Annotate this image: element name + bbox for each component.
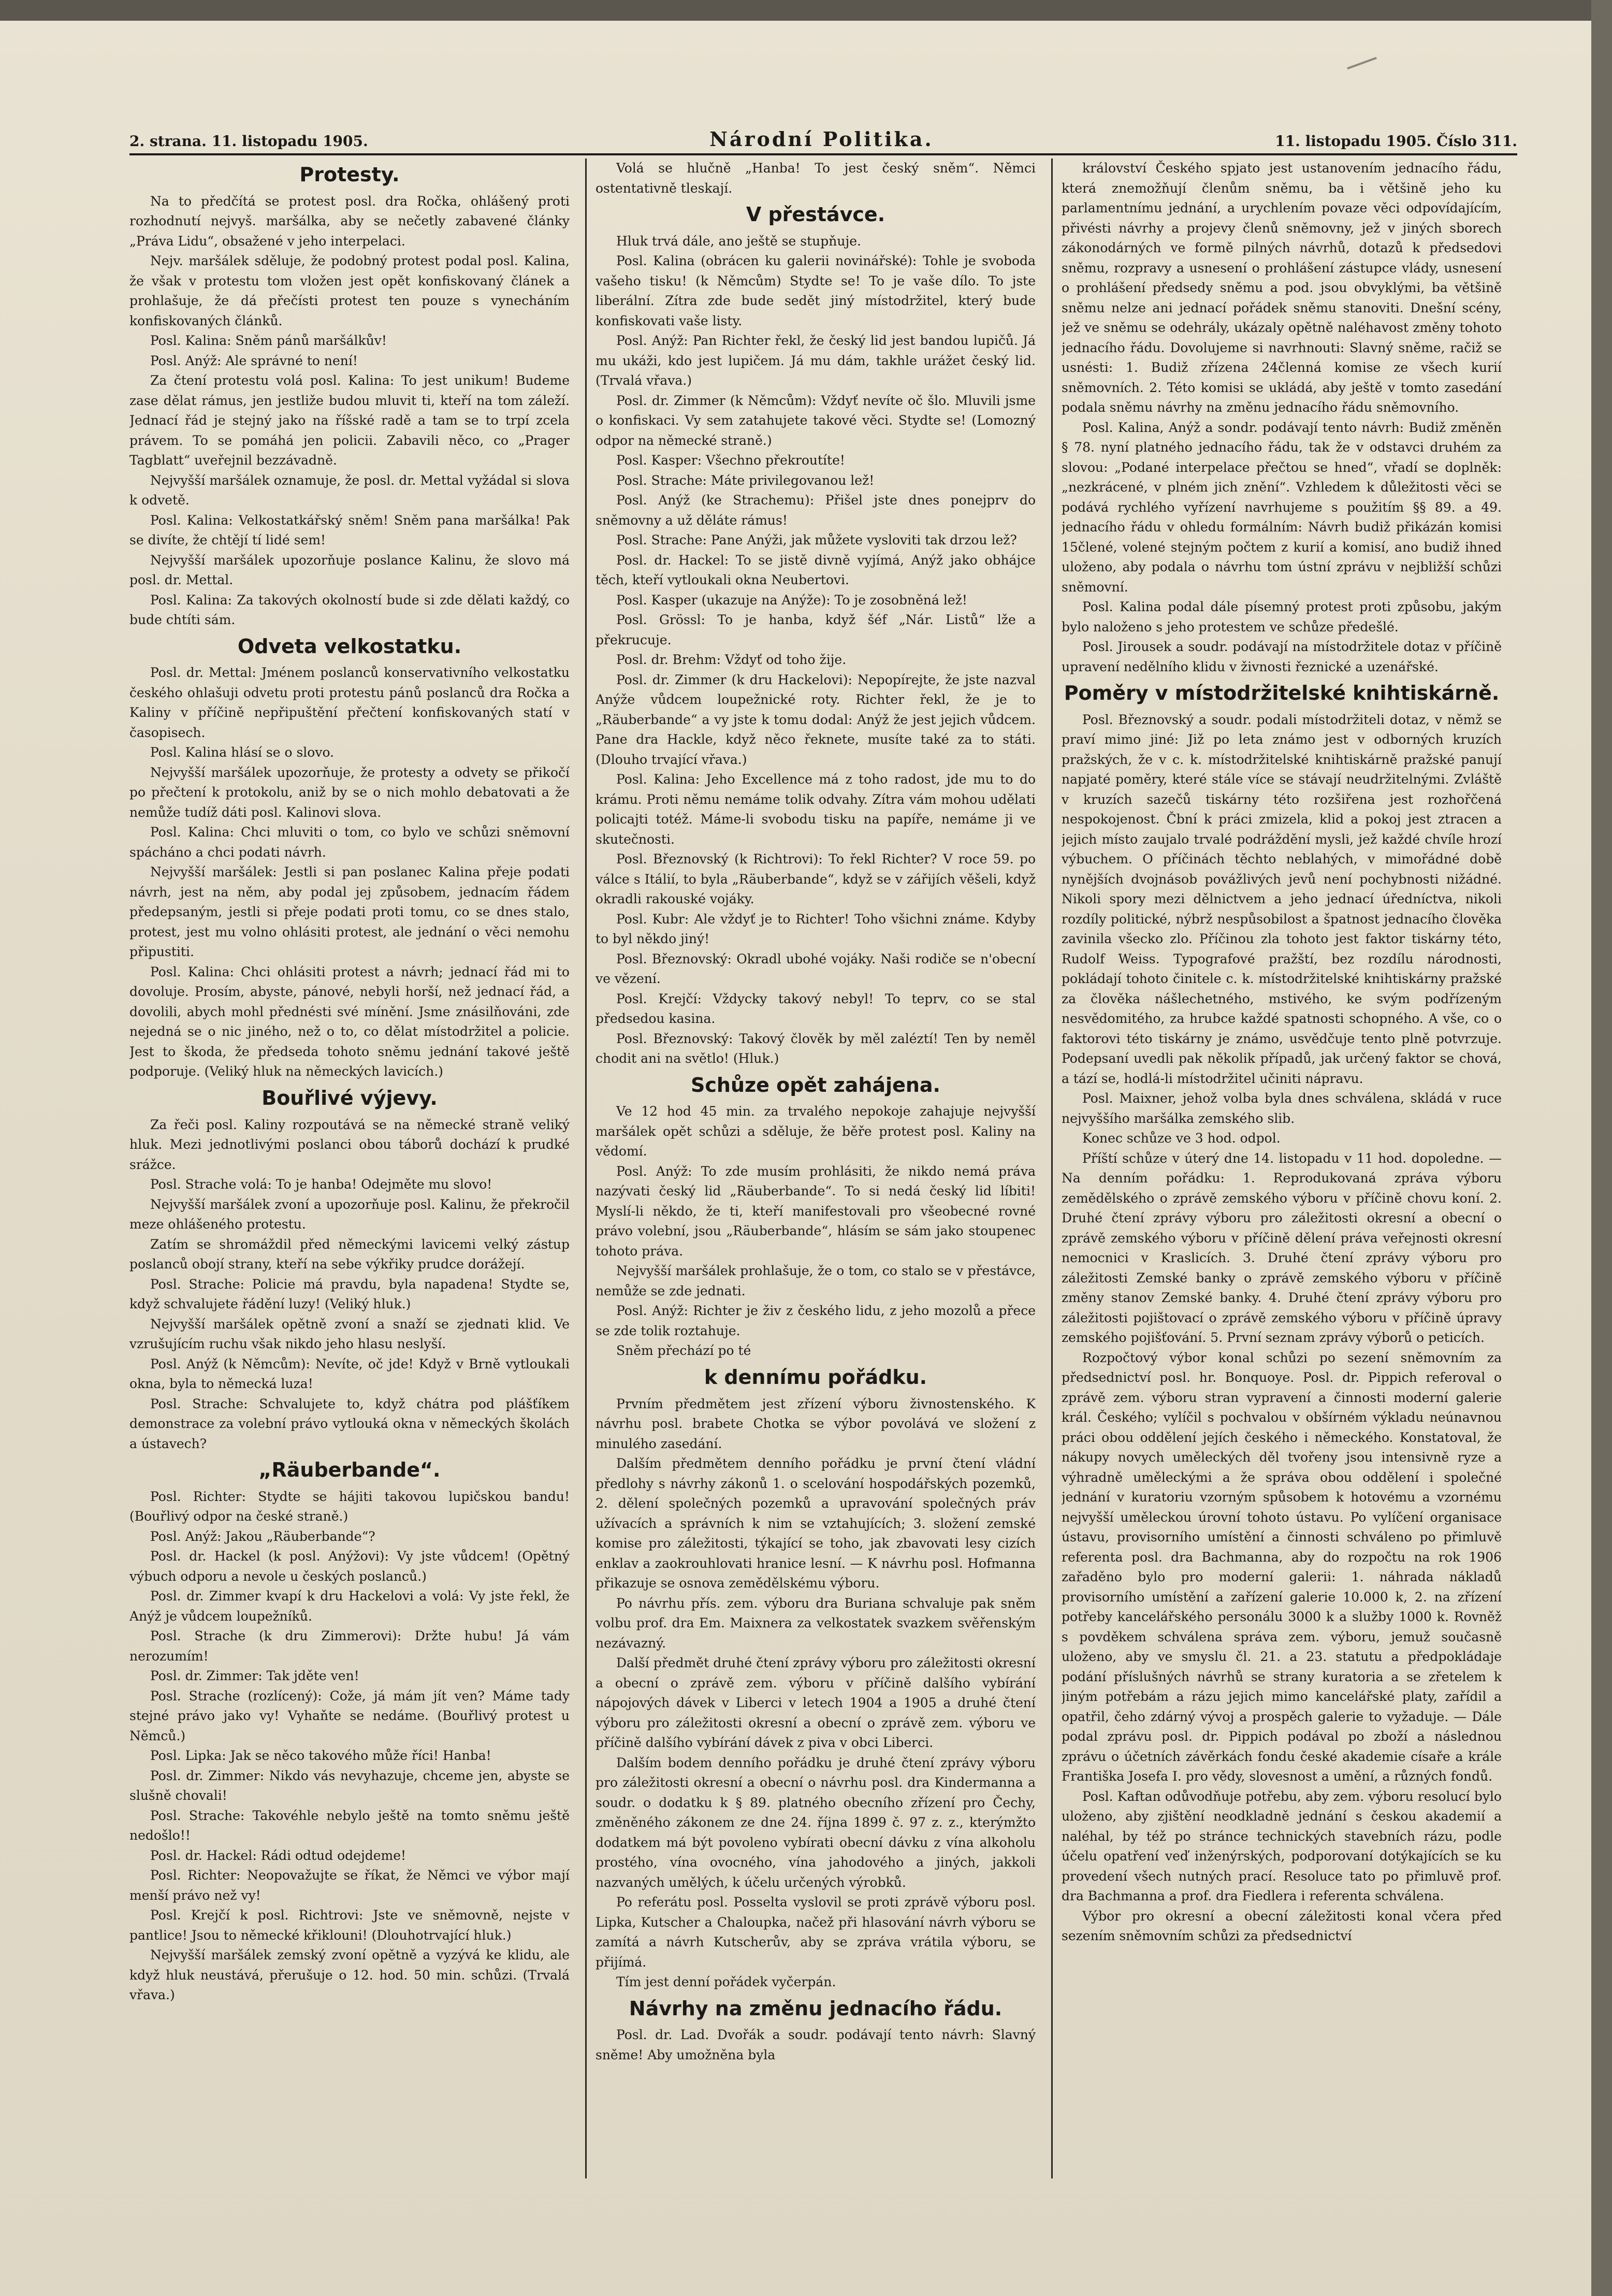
article-paragraph: Dalším předmětem denního pořádku je první čtení vládní předlohy s návrhy zákonů 1. o scelování hospodářských pozemků, 2. dělení společných pozemků a upravování společných práv užívacích a správních k nim se vztahujících; 3. složení zemské komise pro záležitosti, týkající se toho, jak zbavovati lesy cizích enklav a zaokrouhlovati hranice lesní. — K návrhu posl. Hofmanna přikazuje se osnova zemědělskému výboru. — [596, 1456, 1036, 1591]
article-paragraph: Po návrhu přís. zem. výboru dra Buriana schvaluje pak sněm volbu prof. dra Em. Maixnera za velkostatek svazkem svěřenským nezávazný. — [596, 1595, 1036, 1651]
masthead-title: Národní Politika. — [709, 127, 934, 151]
article-paragraph: Posl. Kasper (ukazuje na Anýže): To je zosobněná lež! — [616, 592, 967, 608]
section-heading: V přestávce. — [746, 203, 885, 226]
article-paragraph: Za čtení protestu volá posl. Kalina: To jest unikum! Budeme zase dělat rámus, jen jestliže budou mluvit ti, kteří na tom záleží. Jednací řád je stejný jako na říšské radě a tam se to trpí zcela právem. To se pomáhá jen policii. Zabavili něco, co „Prager Tagblatt“ uveřejnil bezzávadně. — [129, 373, 570, 468]
article-paragraph: Posl. Kaftan odůvodňuje potřebu, aby zem. výboru resolucí bylo uloženo, aby zjištění neodkladně jednání s českou akademií a naléhal, by též po stránce technických stavebních rázu, podle účelu opatření veď inženýrských, podporovaní dotýkajících se ku provedení všech nutných prací. Resoluce tato po přimluvě prof. dra Bachmanna a prof. dra Fiedlera i referenta schválena. — [1062, 1788, 1502, 1904]
article-paragraph: Další předmět druhé čtení zprávy výboru pro záležitosti okresní a obecní o zprávě zem. výboru v příčině dalšího vybírání nápojových dávek v Liberci v letech 1904 a 1905 a druhé čtení výboru pro záležitosti okresní a obecní o zprávě zem. výboru ve příčině dalšího vybírání dávek z piva v obci Liberci. — [596, 1655, 1036, 1751]
article-paragraph: Posl. Anýž: To zde musím prohlásiti, že nikdo nemá práva nazývati český lid „Räuberbande“. To si nedá český lid líbiti! Myslí-li někdo, že ti, kteří manifestovali pro všeobecné rovné právo volební, jsou „Räuberbande“, hlásím se sám jako stoupenec tohoto práva. — [596, 1163, 1036, 1259]
article-paragraph: Posl. Strache (k dru Zimmerovi): Držte hubu! Já vám nerozumím! — [129, 1628, 570, 1664]
column-3 — [1062, 158, 1502, 2178]
article-paragraph: Hluk trvá dále, ano ještě se stupňuje. — [616, 233, 861, 249]
article-paragraph: Nejv. maršálek sděluje, že podobný protest podal posl. Kalina, že však v protestu tom vložen jest opět konfiskovaný článek a prohlašuje, že dá přečísti protest ten pouze s vynecháním konfiskovaných článků. — [129, 253, 570, 328]
article-paragraph: Nejvyšší maršálek opětně zvoní a snaží se zjednati klid. Ve vzrušujícím ruchu však nikdo jeho hlasu neslyší. — [129, 1316, 570, 1352]
article-paragraph: Nejvyšší maršálek upozorňuje, že protesty a odvety se přikočí po přečtení k protokolu, aniž by se o nich mohlo debatovati a že nemůže tudíž dáti posl. Kalinovi slova. — [129, 764, 570, 820]
column-2 — [596, 158, 1036, 2178]
section-heading: Odveta velkostatku. — [237, 634, 462, 658]
article-paragraph: Sněm přechází po té — [616, 1343, 751, 1359]
article-paragraph: Posl. dr. Lad. Dvořák a soudr. podávají tento návrh: Slavný sněme! Aby umožněna byla — [596, 2027, 1036, 2062]
section-heading: Poměry v místodržitelské knihtiskárně. — [1064, 682, 1500, 704]
article-paragraph: Posl. dr. Zimmer (k dru Hackelovi): Nepopírejte, že jste nazval Anýže vůdcem loupežnické roty. Richter řekl, že je to „Räuberbande“ a vy jste k tomu dodal: Anýž že jest jejich vůdcem. Pane dra Hackle, když něco řeknete, musíte také za to státi. (Dlouho trvající vřava.) — [596, 672, 1036, 767]
column-rule — [585, 158, 587, 2178]
section-heading: k dennímu pořádku. — [704, 1365, 927, 1389]
article-paragraph: Posl. dr. Zimmer (k Němcům): Vždyť nevíte oč šlo. Mluvili jsme o konfiskaci. Vy sem zatahujete takové věci. Stydte se! (Lomozný odpor na německé straně.) — [596, 393, 1036, 448]
column-1 — [129, 158, 570, 2178]
column-rule — [1051, 158, 1053, 2178]
article-paragraph: Nejvyšší maršálek zvoní a upozorňuje posl. Kalinu, že překročil meze ohlášeného protestu. — [129, 1196, 570, 1232]
article-paragraph: Nejvyšší maršálek: Jestli si pan poslanec Kalina přeje podati návrh, jest na něm, aby podal jej způsobem, jednacím řádem předepsaným, jestli si přeje podati proti tomu, co se dnes stalo, protest, jest mu volno ohlásiti protest, ale jednání o věci nemohu připustiti. — [129, 864, 570, 960]
article-paragraph: Posl. Strache: Policie má pravdu, byla napadena! Stydte se, když schvalujete řádění luzy! (Veliký hluk.) — [129, 1276, 570, 1312]
article-paragraph: Tím jest denní pořádek vyčerpán. — [616, 1974, 836, 1990]
article-paragraph: Po referátu posl. Posselta vyslovil se proti zprávě výboru posl. Lipka, Kutscher a Chaloupka, načež při hlasování návrh výboru se zamítá a návrh Kutscherův, aby se zpráva vrátila výboru, se přijímá. — [596, 1895, 1036, 1970]
article-paragraph: Posl. Kalina: Velkostatkářský sněm! Sněm pana maršálka! Pak se divíte, že chtějí tí lidé sem! — [129, 512, 570, 548]
article-paragraph: Posl. Grössl: To je hanba, když šéf „Nár. Listů“ lže a překrucuje. — [596, 612, 1036, 647]
article-paragraph: Příští schůze v úterý dne 14. listopadu v 11 hod. dopoledne. — Na denním pořádku: 1. Reprodukovaná zpráva výboru zemědělského o zprávě zemského výboru v příčině chovu koní. 2. Druhé čtení zprávy výboru pro záležitosti okresní a obecní o zprávě zemského výboru v příčině dělení práva veřejnosti okresní nemocnici v Kraslicích. 3. Druhé čtení zprávy výboru pro záležitosti Zemské banky o zprávě zemského výboru v příčině změny stanov Zemské banky. 4. Druhé čtení zprávy výboru pro záležitosti pojištovací o zprávě zemského výboru v příčině úpravy zemského pojišťování. 5. První seznam zprávy výborů o peticích. — [1062, 1150, 1502, 1346]
article-paragraph: Posl. Kalina hlásí se o slovo. — [150, 745, 335, 760]
article-paragraph: Posl. Kubr: Ale vždyť je to Richter! Toho všichni známe. Kdyby to byl někdo jiný! — [596, 911, 1036, 947]
scan-border-right — [1591, 0, 1612, 2296]
article-paragraph: Posl. Kalina (obrácen ku galerii novinářské): Tohle je svoboda vašeho tisku! (k Němcům) Stydte se! To je vaše dílo. To jste liberální. Zítra zde bude sedět jiný místodržitel, který bude konfiskovati vaše listy. — [596, 253, 1036, 328]
article-paragraph: Posl. Anýž: Richter je živ z českého lidu, z jeho mozolů a přece se zde tolik roztahuje. — [596, 1303, 1036, 1338]
section-heading: Schůze opět zahájena. — [691, 1073, 940, 1096]
article-paragraph: Posl. Strache: Takovéhle nebylo ještě na tomto sněmu ještě nedošlo!! — [129, 1808, 570, 1843]
article-paragraph: Posl. dr. Hackel: To se jistě divně vyjímá, Anýž jako obhájce těch, kteří vytloukali okna Neubertovi. — [596, 552, 1036, 588]
article-paragraph: Posl. Maixner, jehož volba byla dnes schválena, skládá v ruce nejvyššího maršálka zemského slib. — [1062, 1091, 1502, 1126]
article-paragraph: Nejvyšší maršálek prohlašuje, že o tom, co stalo se v přestávce, nemůže se zde jednati. — [596, 1263, 1036, 1298]
article-paragraph: Posl. Kalina: Jeho Excellence má z toho radost, jde mu to do krámu. Proti němu nemáme tolik odvahy. Zítra vám mohou udělati policajti totéž. Máme-li svobodu tisku na papíře, nemáme ji ve skutečnosti. — [596, 772, 1036, 847]
article-paragraph: Posl. Kalina: Za takových okolností bude si zde dělati každý, co bude chtíti sám. — [129, 592, 570, 628]
article-paragraph: Posl. Strache volá: To je hanba! Odejměte mu slovo! — [150, 1177, 492, 1192]
scan-border-top — [0, 0, 1612, 21]
article-paragraph: Posl. Březnovský (k Richtrovi): To řekl Richter? V roce 59. po válce s Itálií, to byla „Räuberbande“, když se v zářijích věšeli, když okradli rakouské vojáky. — [596, 851, 1036, 907]
article-paragraph: Konec schůze ve 3 hod. odpol. — [1082, 1131, 1281, 1146]
section-heading: Protesty. — [299, 163, 400, 186]
article-paragraph: Na to předčítá se protest posl. dra Ročka, ohlášený proti rozhodnutí nejvyš. maršálka, aby se nečetly zabavené články „Práva Lidu“, obsažené v jeho interpelaci. — [129, 193, 570, 249]
article-paragraph: Posl. Richter: Neopovažujte se říkat, že Němci ve výbor mají menší právo než vy! — [129, 1868, 570, 1903]
scan-mark — [1347, 57, 1377, 69]
article-paragraph: Posl. Kalina: Sněm pánů maršálkův! — [150, 333, 387, 349]
article-paragraph: Posl. dr. Zimmer: Tak jděte ven! — [150, 1668, 359, 1684]
article-paragraph: Posl. Anýž: Jakou „Räuberbande“? — [150, 1528, 375, 1544]
article-paragraph: Za řeči posl. Kaliny rozpoutává se na německé straně veliký hluk. Mezi jednotlivými poslanci obou táborů dochází k prudké srážce. — [129, 1117, 570, 1172]
article-paragraph: Nejvyšší maršálek upozorňuje poslance Kalinu, že slovo má posl. dr. Mettal. — [129, 552, 570, 588]
article-paragraph: Posl. Březnovský: Okradl ubohé vojáky. Naši rodiče se n'obecní ve vězení. — [596, 951, 1036, 987]
article-paragraph: Volá se hlučně „Hanba! To jest český sněm“. Němci ostentativně tleskají. — [596, 161, 1036, 196]
page-header — [129, 127, 1517, 153]
article-paragraph: Prvním předmětem jest zřízení výboru živnostenského. K návrhu posl. brabete Chotka se výbor povolává ve složení z minulého zasedání. — [596, 1396, 1036, 1451]
article-paragraph: Posl. Anýž (ke Strachemu): Přišel jste dnes ponejprv do sněmovny a už děláte rámus! — [596, 493, 1036, 528]
article-paragraph: Posl. Strache: Pane Anýži, jak můžete vysloviti tak drzou lež? — [616, 532, 1017, 548]
section-heading: Návrhy na změnu jednacího řádu. — [629, 1997, 1003, 2020]
article-paragraph: Posl. Anýž: Pan Richter řekl, že český lid jest bandou lupičů. Já mu ukáži, kdo jest lupičem. Já mu dám, takhle urážet český lid. (Trvalá vřava.) — [596, 333, 1036, 388]
article-paragraph: Posl. dr. Zimmer: Nikdo vás nevyhazuje, chceme jen, abyste se slušně chovali! — [129, 1768, 570, 1803]
article-paragraph: Posl. Jirousek a soudr. podávají na místodržitele dotaz v příčině upravení nedělního klidu v živnosti řeznické a uzenářské. — [1062, 639, 1502, 674]
article-paragraph: Posl. Březnovský a soudr. podali místodržiteli dotaz, v němž se praví mimo jiné: Již po leta známo jest v odborných kruzích pražských, že v c. k. místodržitelské knihtiskárně pražské panují napjaté poměry, které stále více se stávají neudržitelnými. Zvláště v kruzích sazečů tiskárny této rozšiřena jest rozhořčená nespokojenost. Čbní k práci zmizela, klid a pokoj jest ztracen a jejich místo zaujalo trvalé podráždění mysli, jež každé chvíle hrozí výbuchem. O příčinách těchto neblahých, v mimořádné době nynějších dvojnásob povážlivých jevů není pochybnosti nižádné. Nikoli spory mezi dělnictvem a jeho jednací úředníctva, nikoli rozdíly politické, nýbrž nespůsobilost a špatnost jednacího člověka zavinila všecko zlo. Příčinou zla tohoto jest faktor tiskárny této, Rudolf Weiss. Typografové pražští, bez rozdílu národnosti, pokládají tohoto činitele c. k. místodržitelské knihtiskárny pražské za člověka nášlechetného, mstivého, ke svým podřízeným nesvědomitého, za hrubce každé spatnosti schopného. A vše, co o faktorovi této tiskárny je známo, usvědčuje tento plně potvrzuje. Podepsaní uvedli pak několik případů, jak určený faktor se chová, a tází se, hodlá-li místodržitel učiniti nápravu. — [1062, 712, 1502, 1086]
article-paragraph: Posl. dr. Brehm: Vždyť od toho žije. — [616, 652, 847, 668]
header-left: 2. strana. 11. listopadu 1905. — [129, 133, 368, 150]
article-paragraph: Posl. Kalina: Chci mluviti o tom, co bylo ve schůzi sněmovní spácháno a chci podati návrh. — [129, 825, 570, 860]
header-rule — [129, 153, 1517, 155]
article-paragraph: Zatím se shromáždil před německými lavicemi velký zástup poslanců obojí strany, kteří na sebe výkřiky prudce dorážejí. — [129, 1236, 570, 1272]
article-paragraph: Posl. Kalina podal dále písemný protest proti způsobu, jakým bylo naloženo s jeho protestem ve schůze předešlé. — [1062, 599, 1502, 634]
article-paragraph: Posl. Kasper: Všechno překroutíte! — [616, 453, 845, 468]
article-paragraph: Nejvyšší maršálek oznamuje, že posl. dr. Mettal vyžádal si slova k odvetě. — [129, 472, 570, 508]
article-paragraph: Posl. Richter: Stydte se hájiti takovou lupičskou bandu! (Bouřlivý odpor na české straně.) — [129, 1489, 570, 1524]
article-paragraph: Posl. Strache: Schvalujete to, když chátra pod plášťíkem demonstrace za volební právo vytlouká okna v německých školách a ústavech? — [129, 1396, 570, 1451]
article-paragraph: Posl. dr. Zimmer kvapí k dru Hackelovi a volá: Vy jste řekl, že Anýž je vůdcem loupežníků. — [129, 1589, 570, 1624]
article-paragraph: Posl. Kalina: Chci ohlásiti protest a návrh; jednací řád mi to dovoluje. Prosím, abyste, pánové, nebyli horší, než jednací řád, a dovolili, abych mohl přednésti své mínění. Jsme znásilňováni, zde nejedná se o nic jiného, než o to, co dělat místodržitel a policie. Jest to škoda, že předseda tohoto sněmu jednání takové ještě podporuje. (Veliký hluk na německých lavicích.) — [129, 964, 570, 1079]
article-paragraph: Nejvyšší maršálek zemský zvoní opětně a vyzývá ke klidu, ale když hluk neustává, přerušuje o 12. hod. 50 min. schůzi. (Trvalá vřava.) — [129, 1947, 570, 2003]
article-paragraph: Posl. Krejčí: Vždycky takový nebyl! To teprv, co se stal předsedou kasina. — [596, 991, 1036, 1027]
section-heading: Bouřlivé výjevy. — [262, 1086, 438, 1109]
article-paragraph: Rozpočtový výbor konal schůzi po sezení sněmovním za předsednictví posl. hr. Bonquoye. Posl. dr. Pippich referoval o zprávě zem. výboru stran vypravení a činnosti moderní galerie král. Českého; vylíčil s pochvalou v obšírném výkladu neúnavnou práci obou oddělení jejích českého i německého. Konstatoval, že nákupy novych uměleckých děl tvořeny jsou intensivně ryze a výhradně uměleckými a že správa obou oddělení i společné jednání v kuratoriu vzorným spůsobem k hotovému a vzornému nejvyšší uměleckou úrovní tohoto ústavu. Po vylíčení organisace ústavu, provisorního umístění a činnosti schváleno po přimluvě referenta posl. dra Bachmanna, aby do rozpočtu na rok 1906 zařaděno bylo pro moderní galerii: 1. náhrada nákladů provisorního umístění a zařízení galerie 10.000 k, 2. na zřízení potřeby kancelářského personálu 3000 k a služby 1000 k. Rovněž s povděkem schválena správa zem. výboru, jemuž současně uloženo, aby ve smyslu čl. 21. a 23. statutu a předpokládaje podání příslušných návrhů se strany kuratoria a se zřetelem k jiným potřebám a rázu jejich mimo kancelářské platy, zařídil a opatřil, čeho zdárný vývoj a prospěch galerie to vyžaduje. — Dále podal zprávu posl. dr. Pippich podával po zboží a následnou zprávu o účetních závěrkách fondu české akademie císaře a krále Františka Josefa I. pro vědy, slovesnost a umění, a různých fondů. — [1062, 1350, 1502, 1784]
article-paragraph: království Českého spjato jest ustanovením jednacího řádu, která znemožňují členům sněmu, ba i většině jeho ku parlamentnímu jednání, a urychlením povaze věci odpovídajícím, přivésti návrhy a projevy členů sněmovny, jež v jiných sborech zákonodárných ve formě pilných návrhů, dotazů k předsedovi sněmu, rozpravy a usnesení o prohlášení zástupce vlády, usnesení o prohlášení předsedy sněmu a pod. jsou obvyklými, ba většině sněmu nelze ani jednací pořádek sněmu stanoviti. Dnešní scény, jež ve sněmu se odehrály, ukázaly opětně naléhavost změny tohoto jednacího řádu. Dovolujeme si navrhnouti: Slavný sněme, račiž se usnésti: 1. Budiž zřízena 24členná komise ze všech kurií sněmovních. 2. Této komisi se ukládá, aby ještě v tomto zasedání podala sněmu návrhy na změnu jednacího řádu sněmovního. — [1062, 161, 1502, 415]
article-paragraph: Posl. Anýž (k Němcům): Nevíte, oč jde! Když v Brně vytloukali okna, byla to německá luza! — [129, 1356, 570, 1392]
header-right: 11. listopadu 1905. Číslo 311. — [1275, 133, 1517, 150]
article-paragraph: Posl. dr. Hackel (k posl. Anýžovi): Vy jste vůdcem! (Opětný výbuch odporu a nevole u českých poslanců.) — [129, 1549, 570, 1584]
article-paragraph: Posl. Lipka: Jak se něco takového může říci! Hanba! — [150, 1748, 491, 1764]
article-paragraph: Posl. dr. Hackel: Rádi odtud odejdeme! — [150, 1847, 406, 1863]
article-paragraph: Ve 12 hod 45 min. za trvalého nepokoje zahajuje nejvyšší maršálek opět schůzi a sděluje, že běře protest posl. Kaliny na vědomí. — [596, 1104, 1036, 1159]
article-paragraph: Posl. Krejčí k posl. Richtrovi: Jste ve sněmovně, nejste v pantlice! Jsou to německé křiklouni! (Dlouhotrvající hluk.) — [129, 1908, 570, 1943]
article-paragraph: Výbor pro okresní a obecní záležitosti konal včera před sezením sněmovním schůzi za předsednictví — [1062, 1908, 1502, 1944]
article-paragraph: Dalším bodem denního pořádku je druhé čtení zprávy výboru pro záležitosti okresní a obecní o návrhu posl. dra Kindermanna a soudr. o dodatku k § 89. platného obecního zřízení pro Čechy, změněného zákonem ze dne 24. října 1899 č. 97 z. z., kterýmžto dodatkem má být povoleno vybírati obecní dávku z vína alkoholu prostého, vína ovocného, vína jahodového a jiných, jakkoli nazvaných umělých, k účelu určených výrobků. — [596, 1755, 1036, 1890]
article-paragraph: Posl. dr. Mettal: Jménem poslanců konservativního velkostatku českého ohlašuji odvetu proti protestu pánů poslanců dra Ročka a Kaliny v příčině nepřipuštění přečtení konfiskovaných statí v časopisech. — [129, 665, 570, 740]
article-paragraph: Posl. Kalina, Anýž a sondr. podávají tento návrh: Budiž změněn § 78. nyní platného jednacího řádu, tak že v odstavci druhém za slovou: „Podané interpelace přečtou se hned“, vřadí se doplněk: „nezkrácené, v plném jich znění“. Vzhledem k důležitosti věci se podává rychlého vyřízení navrhujeme s použitím §§ 89. a 49. jednacího řádu v ohledu formálním: Návrh budiž přikázán komisi 15člené, volené stejným počtem z kurií a komisí, ano budiž ihned uloženo, aby podala o návrhu tom ústní zprávu v nejbližší schůzi sněmovní. — [1062, 420, 1502, 595]
article-paragraph: Posl. Březnovský: Takový člověk by měl zaléztí! Ten by neměl chodit ani na světlo! (Hluk.) — [596, 1031, 1036, 1066]
article-paragraph: Posl. Strache (rozlícený): Cože, já mám jít ven? Máme tady stejné právo jako vy! Vyhaňte se nedáme. (Bouřlivý protest u Němců.) — [129, 1688, 570, 1743]
article-paragraph: Posl. Anýž: Ale správné to není! — [150, 353, 358, 368]
article-paragraph: Posl. Strache: Máte privilegovanou lež! — [616, 472, 875, 488]
section-heading: „Räuberbande“. — [258, 1459, 441, 1482]
